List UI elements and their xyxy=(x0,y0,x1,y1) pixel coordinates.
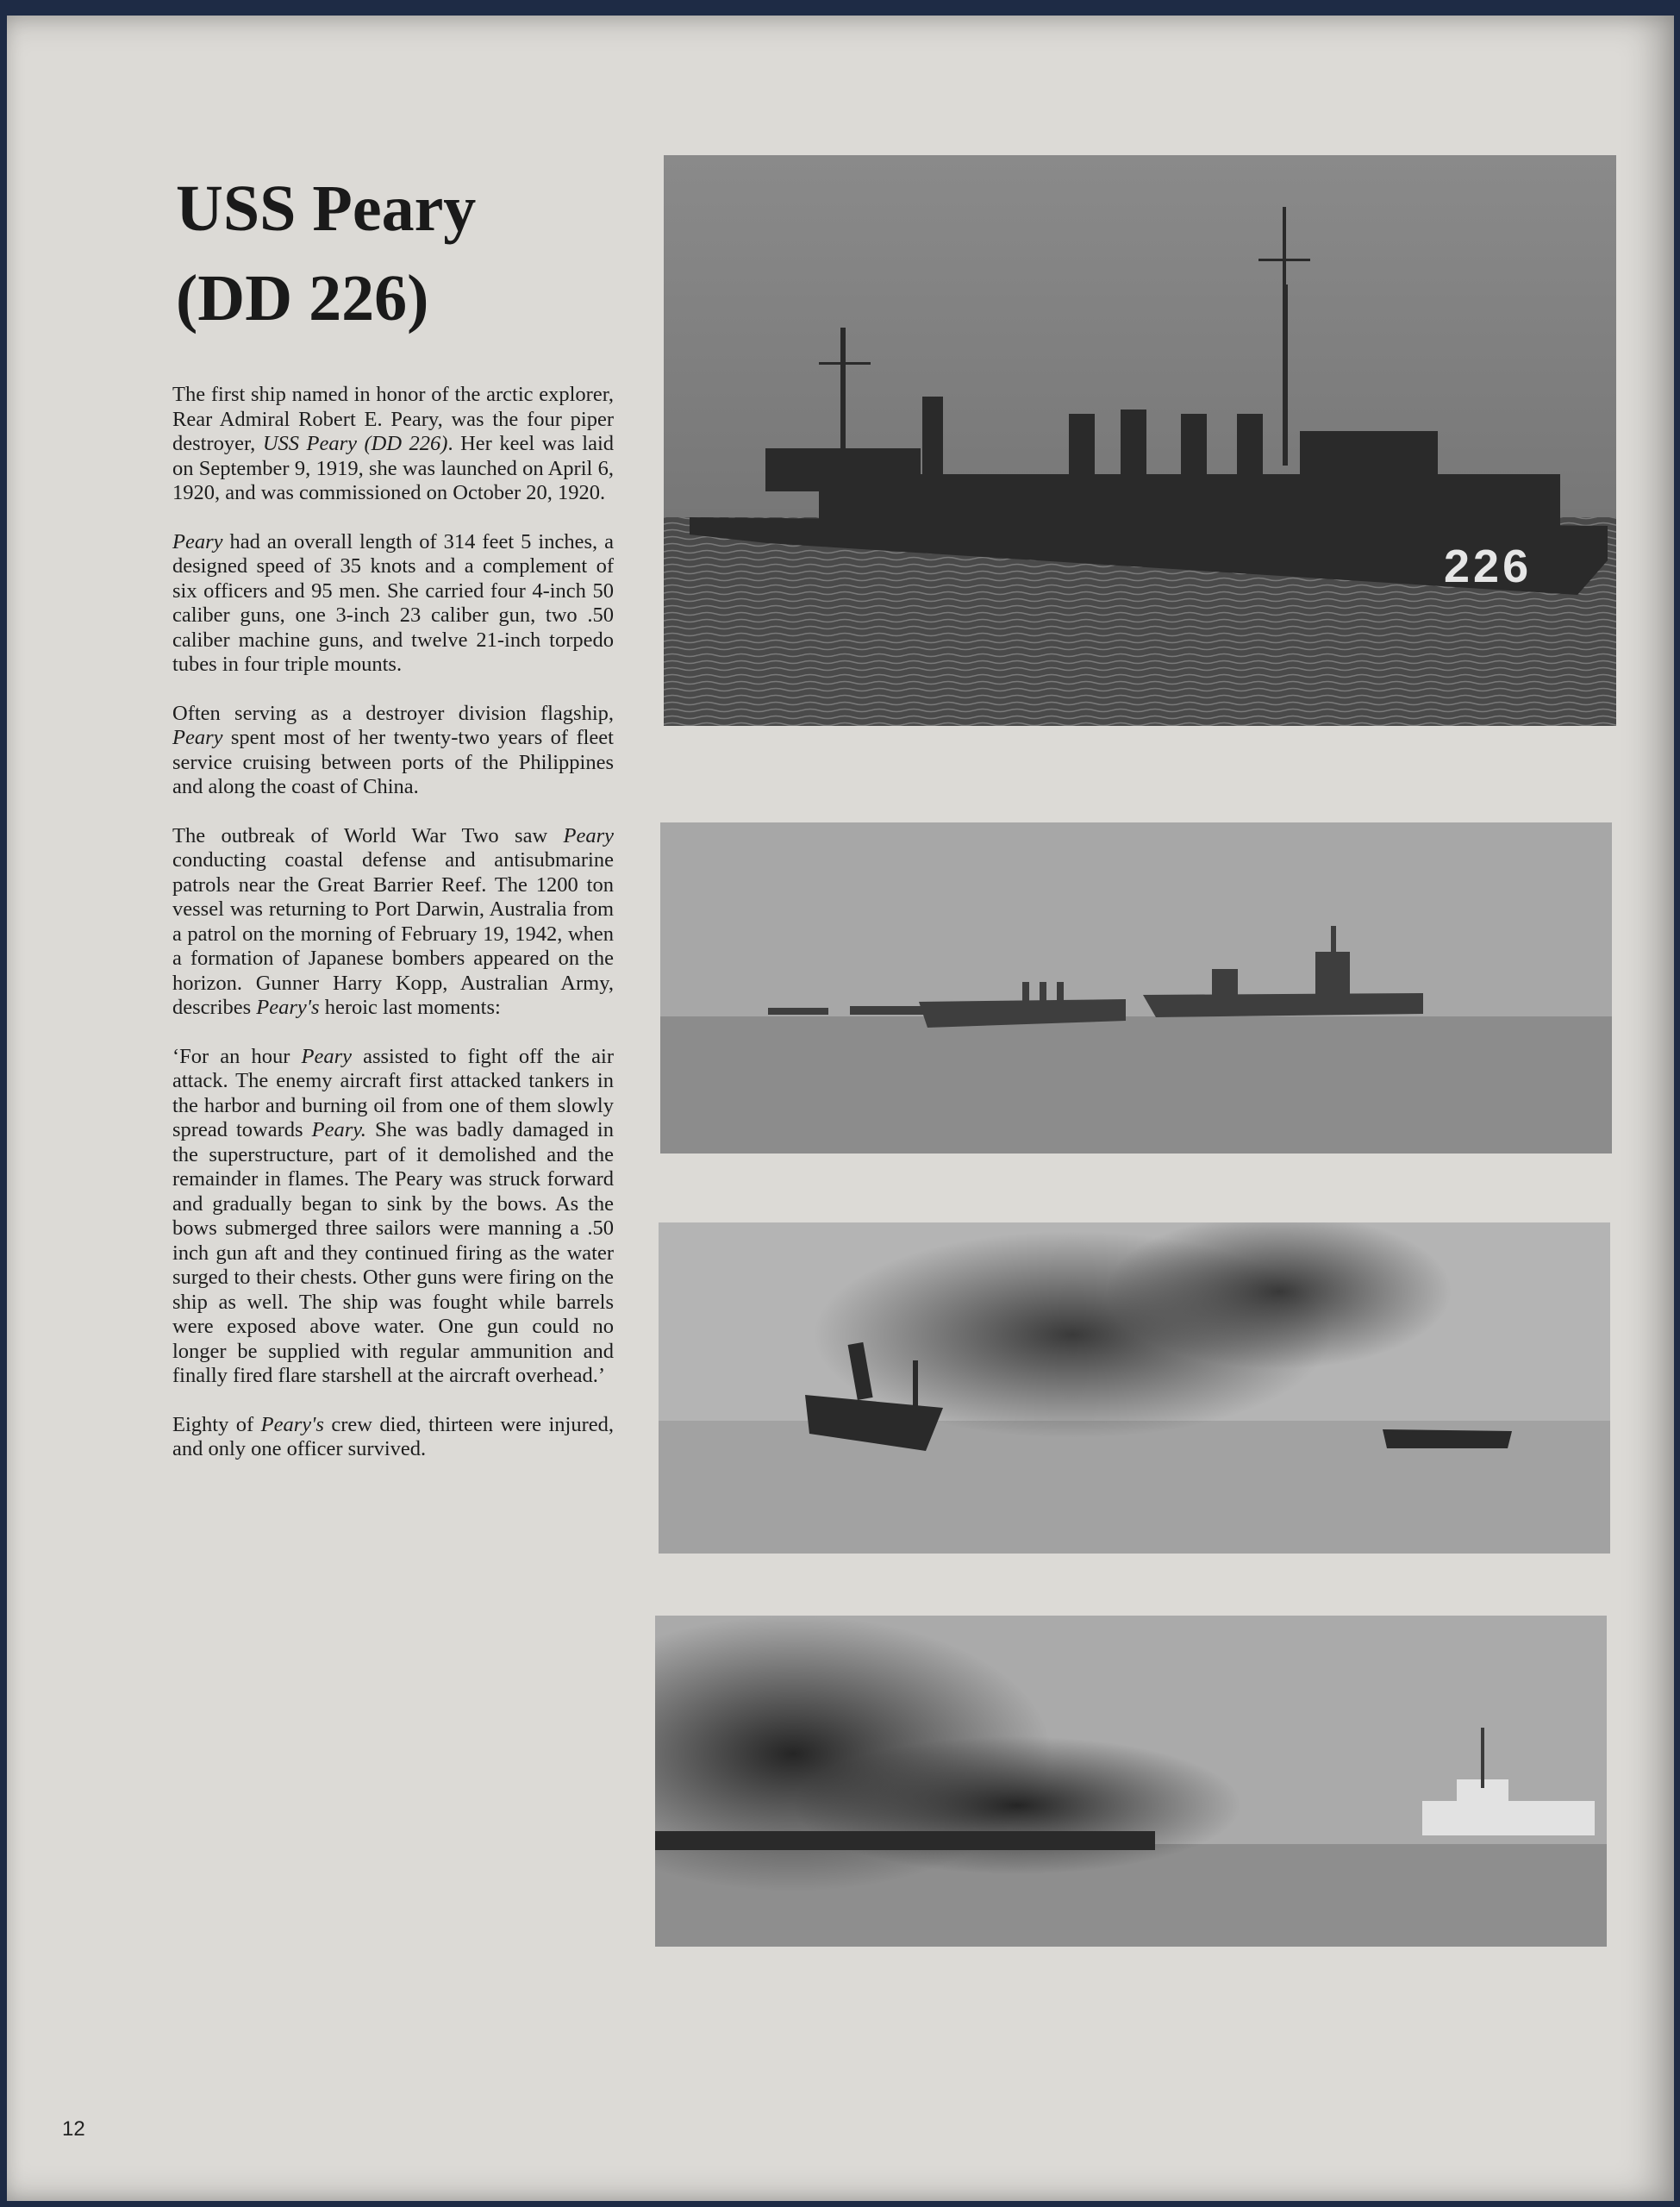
text-run: . Her keel was laid on September 9, 1919, she was launched on April 6, 1920, and was commissioned on October 20, 1920. xyxy=(172,432,614,504)
italic-run: Peary xyxy=(563,823,614,847)
italic-run: Peary's xyxy=(256,996,320,1019)
text-run: ‘For an hour xyxy=(172,1044,302,1068)
italic-run: Peary's xyxy=(260,1412,324,1436)
text-run: The first ship named in honor of the arctic explorer, Rear Admiral Robert E. Peary, was the four piper destroyer, xyxy=(172,383,614,455)
text-run: had an overall length of 314 feet 5 inches, a designed speed of 35 knots and a complement of six officers and 95 men. She carried four 4-inch 50 caliber guns, one 3-inch 23 caliber gun, two .50 caliber machine guns, and twelve 21-inch torpedo tubes in four triple mounts. xyxy=(172,529,614,676)
text-run: conducting coastal defense and antisubmarine patrols near the Great Barrier Reef. The 1200 ton vessel was returning to Port Darwin, Australia from a patrol on the morning of February 19, 1942, when a formation of Japanese bombers appeared on the horizon. Gunner Harry Kopp, Australian Army, describes xyxy=(172,848,614,1019)
text-run: heroic last moments: xyxy=(319,996,501,1019)
photo-destroyer-226 xyxy=(664,155,1616,726)
article-body xyxy=(172,383,614,1486)
italic-run: Peary xyxy=(172,726,223,749)
text-run: crew died, thirteen were injured, and only one officer survived. xyxy=(172,1412,614,1460)
page-title xyxy=(176,164,659,343)
text-run: She was badly damaged in the superstructure, part of it demolished and the remainder in flames. The Peary was struck forward and gradually began to sink by the bows. As the bows submerged three sailors were manning a .50 inch gun aft and they continued firing as the water surged to their chests. Other guns were firing on the ship as well. The ship was fought while barrels were exposed above water. One gun could no longer be supplied with regular ammunition and finally fired flare starshell at the aircraft overhead.’ xyxy=(172,1118,614,1387)
italic-run: USS Peary (DD 226) xyxy=(262,432,448,455)
text-run: Often serving as a destroyer division flagship, xyxy=(172,701,614,725)
text-run: spent most of her twenty-two years of fleet service cruising between ports of the Philippines and along the coast of China. xyxy=(172,726,614,798)
italic-run: Peary xyxy=(172,529,223,553)
paragraph-4 xyxy=(172,824,614,1021)
italic-run: Peary. xyxy=(311,1118,366,1141)
text-run: assisted to fight off the air attack. The enemy aircraft first attacked tankers in the harbor and burning oil from one of them slowly spread towards xyxy=(172,1044,614,1141)
italic-run: Peary xyxy=(301,1044,352,1068)
paragraph-3 xyxy=(172,702,614,800)
magazine-page xyxy=(7,16,1674,2201)
paragraph-6 xyxy=(172,1413,614,1462)
text-run: The outbreak of World War Two saw xyxy=(172,823,564,847)
page-number: 12 xyxy=(62,2117,85,2141)
photo-ships-in-harbor xyxy=(660,822,1612,1154)
title-line-2: (DD 226) xyxy=(176,262,429,334)
paragraph-1 xyxy=(172,383,614,506)
hull-number: 226 xyxy=(1444,541,1533,592)
photo-sinking-ship xyxy=(659,1222,1610,1554)
title-line-1: USS Peary xyxy=(176,172,477,245)
photo-burning-oil-and-ship xyxy=(655,1616,1607,1947)
paragraph-5-quote xyxy=(172,1045,614,1389)
paragraph-2 xyxy=(172,530,614,678)
text-run: Eighty of xyxy=(172,1412,261,1436)
